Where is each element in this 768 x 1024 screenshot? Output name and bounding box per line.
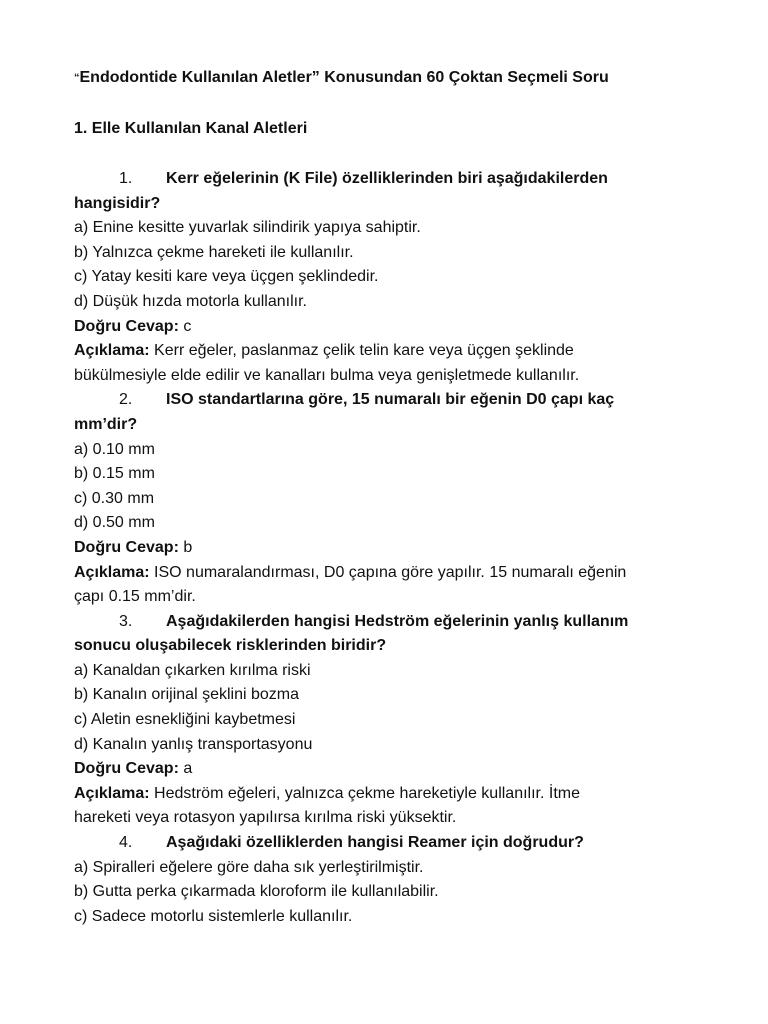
option-d: d) Düşük hızda motorla kullanılır. [74,292,307,310]
question-heading [74,831,728,856]
explanation-label: Açıklama: [74,563,150,581]
option-b: b) Yalnızca çekme hareketi ile kullanılır. [74,243,354,261]
question-text-line1: ISO standartlarına göre, 15 numaralı bir eğenin D0 çapı kaç [166,391,615,409]
question-text-line1: Aşağıdakilerden hangisi Hedström eğelerinin yanlış kullanım [166,612,629,630]
section-title: 1. Elle Kullanılan Kanal Aletleri [74,120,308,137]
question-number: 4. [119,834,133,852]
option-c: c) Sadece motorlu sistemlerle kullanılır. [74,907,353,925]
answer-line [74,536,728,561]
answer-line [74,315,728,340]
explanation-line [74,782,728,807]
option-a: a) Spiralleri eğelere göre daha sık yerleştirilmiştir. [74,858,424,876]
option-a: a) 0.10 mm [74,440,155,458]
title-text: Endodontide Kullanılan Aletler” Konusundan 60 Çoktan Seçmeli Soru [79,69,609,86]
question-heading [74,388,728,413]
explanation-text-line1: Kerr eğeler, paslanmaz çelik telin kare veya üçgen şeklinde [154,342,574,360]
option-b: b) Kanalın orijinal şeklini bozma [74,686,299,704]
answer-line [74,757,728,782]
question-4 [74,831,728,929]
option-c: c) Aletin esnekliğini kaybetmesi [74,711,296,729]
question-text-line2: hangisidir? [74,194,161,212]
option-c: c) Yatay kesiti kare veya üçgen şeklindedir. [74,268,379,286]
explanation-line [74,339,728,364]
option-d: d) Kanalın yanlış transportasyonu [74,735,313,753]
answer-label: Doğru Cevap: [74,538,179,556]
question-text-line2: mm’dir? [74,415,138,433]
option-b: b) Gutta perka çıkarmada kloroform ile kullanılabilir. [74,883,439,901]
question-text-line2: sonucu oluşabilecek risklerinden biridir? [74,637,387,655]
title-quote-mark: “ [74,72,80,84]
question-text-line1: Aşağıdaki özelliklerden hangisi Reamer için doğrudur? [166,834,584,852]
answer-value: b [183,538,193,556]
question-number: 1. [119,170,133,187]
option-b: b) 0.15 mm [74,465,155,483]
explanation-text-line1: ISO numaralandırması, D0 çapına göre yapılır. 15 numaralı eğenin [154,563,627,581]
answer-label: Doğru Cevap: [74,317,179,335]
answer-label: Doğru Cevap: [74,760,179,778]
question-3 [74,610,728,831]
question-heading [74,610,728,635]
explanation-text-line1: Hedström eğeleri, yalnızca çekme hareketiyle kullanılır. İtme [154,784,580,802]
question-number: 2. [119,391,133,409]
answer-value: c [183,317,192,335]
question-1 [74,167,728,388]
explanation-line [74,561,728,586]
option-a: a) Enine kesitte yuvarlak silindirik yapıya sahiptir. [74,219,421,237]
question-heading [74,167,728,192]
question-2 [74,388,728,609]
question-list [74,167,728,929]
explanation-label: Açıklama: [74,784,150,802]
explanation-text-line2: hareketi veya rotasyon yapılırsa kırılma riski yüksektir. [74,809,457,827]
option-d: d) 0.50 mm [74,514,155,532]
explanation-text-line2: çapı 0.15 mm’dir. [74,588,196,606]
explanation-text-line2: bükülmesiyle elde edilir ve kanalları bulma veya genişletmede kullanılır. [74,366,580,384]
question-number: 3. [119,612,133,630]
question-text-line1: Kerr eğelerinin (K File) özelliklerinden biri aşağıdakilerden [166,170,608,187]
explanation-label: Açıklama: [74,342,150,360]
answer-value: a [183,760,193,778]
option-c: c) 0.30 mm [74,489,155,507]
option-a: a) Kanaldan çıkarken kırılma riski [74,661,311,679]
document-title [74,66,728,90]
